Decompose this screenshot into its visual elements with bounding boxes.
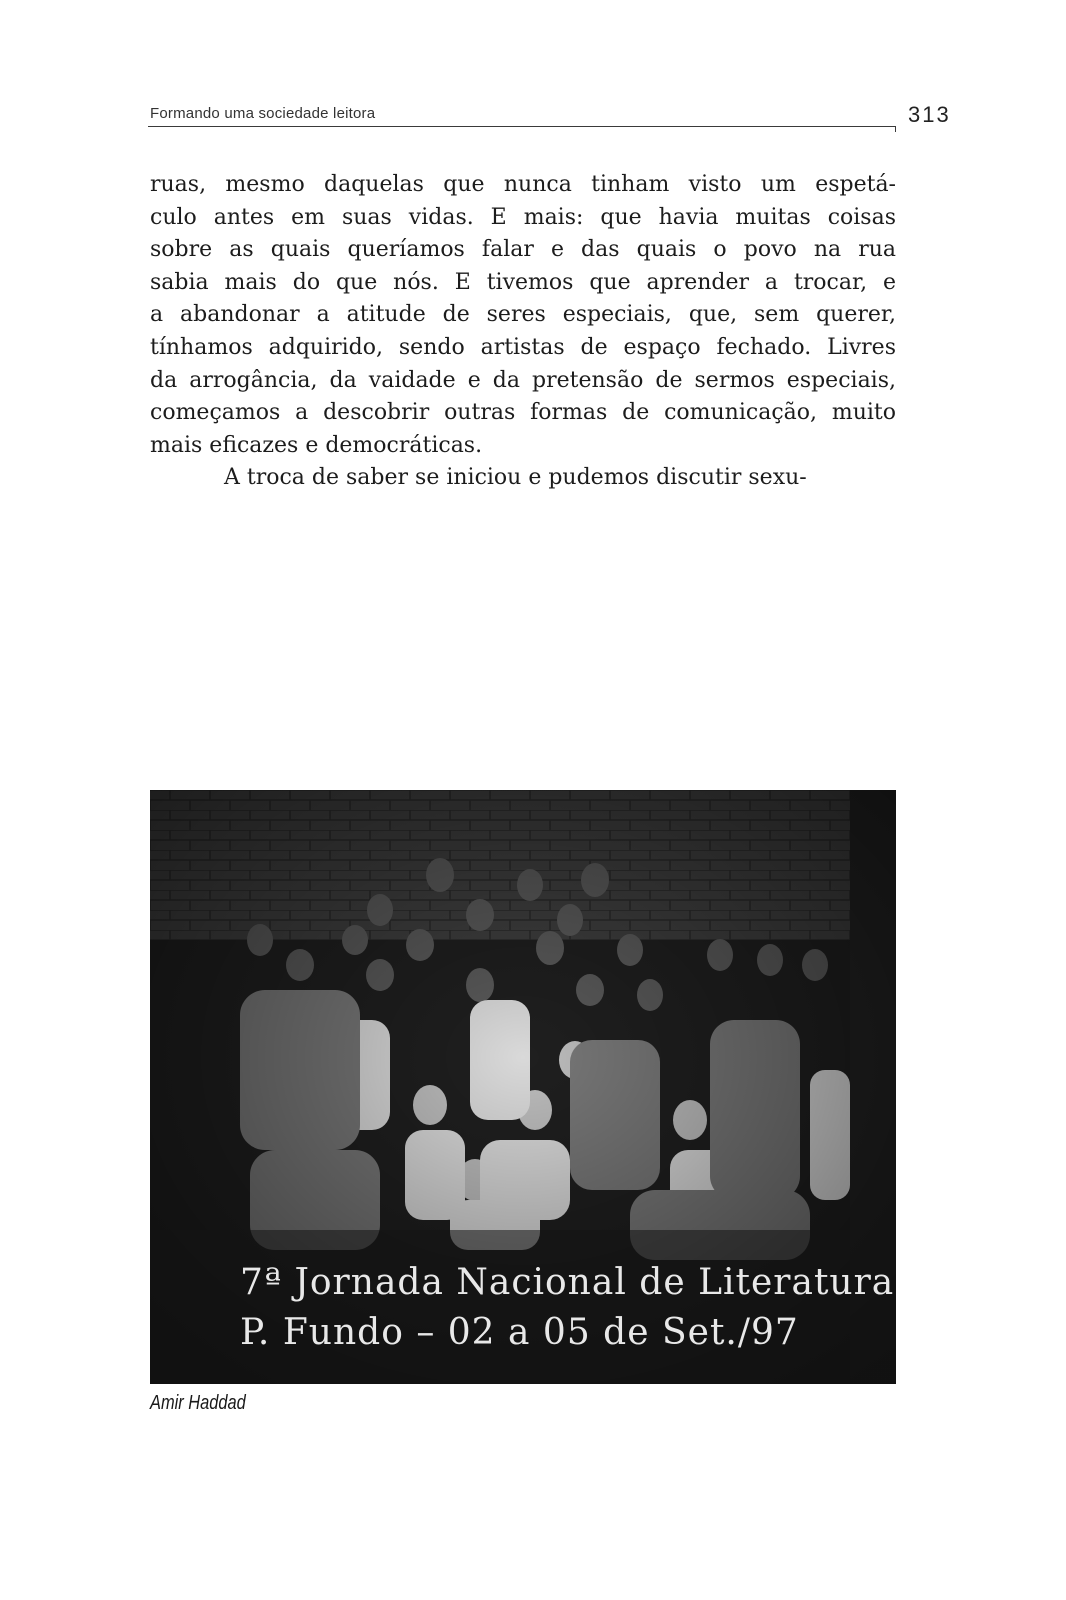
author-credit: Amir Haddad — [150, 1392, 246, 1414]
body-line: mais eficazes e democráticas. — [150, 432, 483, 458]
body-text — [150, 169, 896, 495]
header-rule-tick — [895, 126, 896, 132]
body-line-paragraph-start: A troca de saber se iniciou e pudemos discutir sexu- — [224, 465, 807, 491]
body-line: sobre as quais queríamos falar e das quais o povo na rua — [150, 237, 896, 263]
body-line: sabia mais do que nós. E tivemos que aprender a trocar, e — [150, 269, 896, 295]
body-line: ruas, mesmo daquelas que nunca tinham visto um espetá- — [150, 172, 896, 197]
body-line: a abandonar a atitude de seres especiais, que, sem querer, — [150, 302, 896, 328]
group-photo — [150, 790, 896, 1384]
body-line: culo antes em suas vidas. E mais: que havia muitas coisas — [150, 204, 896, 230]
photo-caption-line-2: P. Fundo – 02 a 05 de Set./97 — [240, 1312, 799, 1353]
body-line: começamos a descobrir outras formas de comunicação, muito — [150, 400, 896, 426]
running-title: Formando uma sociedade leitora — [150, 105, 376, 122]
running-head — [148, 104, 896, 127]
page-number: 313 — [908, 102, 951, 127]
body-line: tínhamos adquirido, sendo artistas de espaço fechado. Livres — [150, 334, 896, 360]
photo-caption-line-1: 7ª Jornada Nacional de Literatura — [240, 1262, 895, 1303]
body-line: da arrogância, da vaidade e da pretensão de sermos especiais, — [150, 367, 896, 393]
